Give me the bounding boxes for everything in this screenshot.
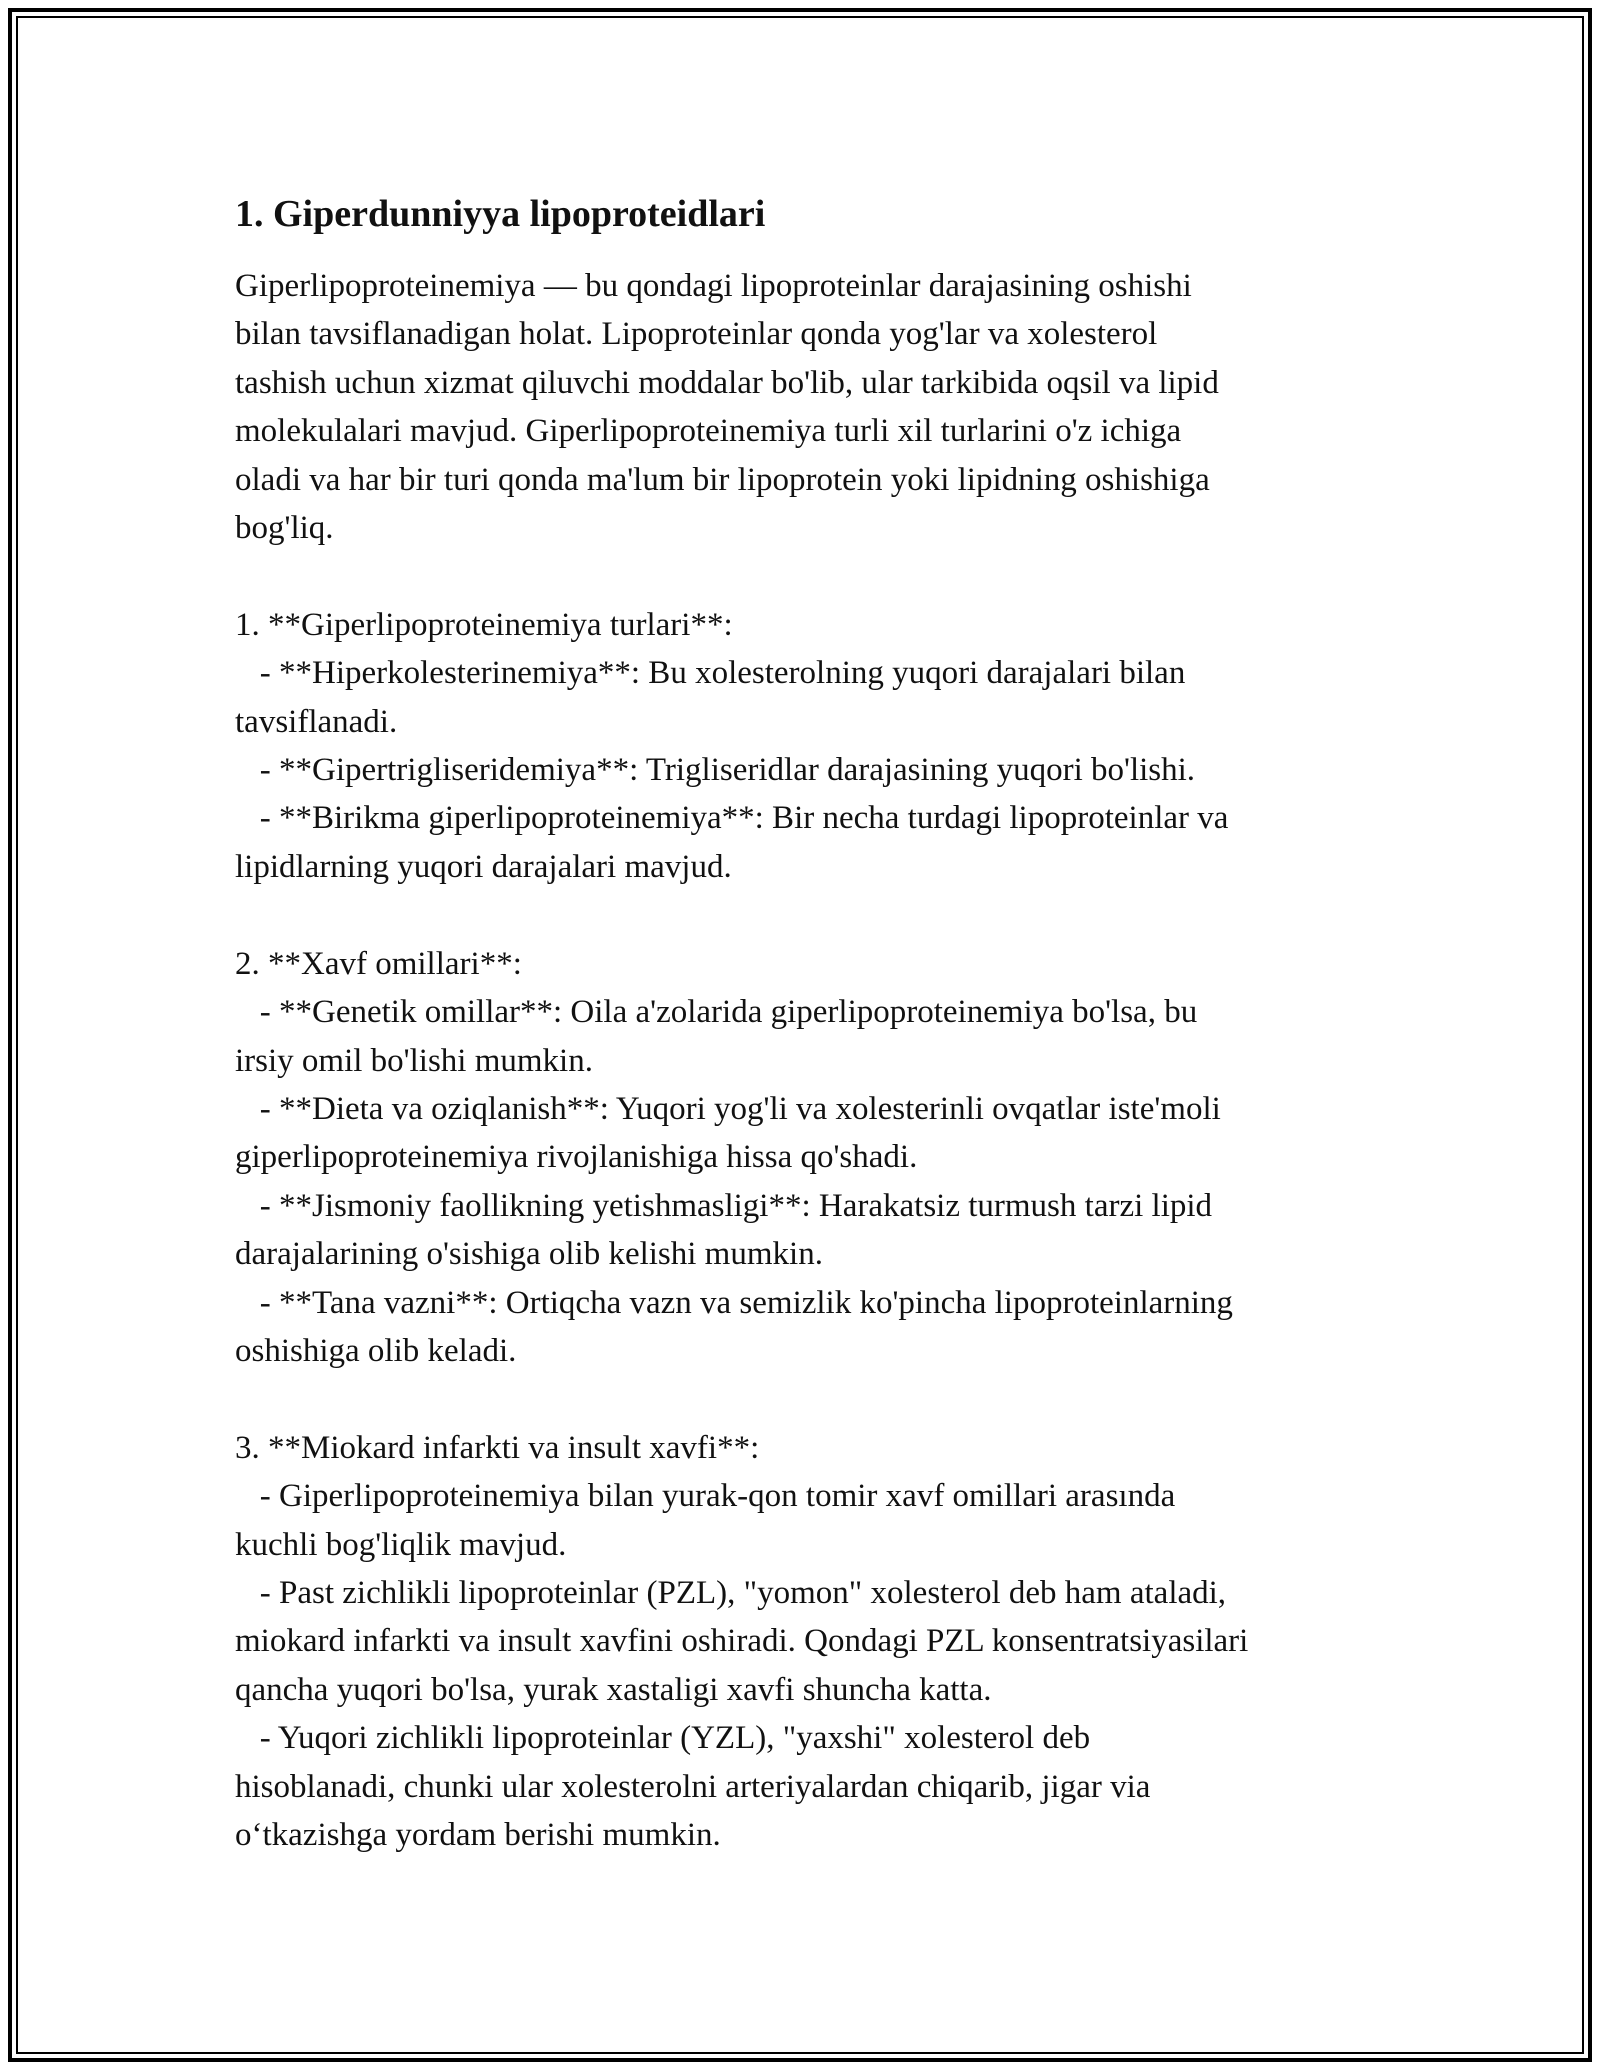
document-content [235,190,1375,1859]
document-body: Giperlipoproteinemiya — bu qondagi lipoproteinlar darajasining oshishi bilan tavsiflanadigan holat. Lipoproteinlar qonda yog'lar va xolesterol tashish uchun xizmat qiluvchi moddalar bo'lib, ular tarkibida oqsil va lipid molekulalari mavjud. Giperlipoproteinemiya turli xil turlarini o'z ichiga oladi va har bir turi qonda ma'lum bir lipoprotein yoki lipidning oshishiga bog'liq. 1. **Giperlipoproteinemiya turlari**: - **Hiperkolesterinemiya**: Bu xolesterolning yuqori darajalari bilan tavsiflanadi. - **Gipertrigliseridemiya**: Trigliseridlar darajasining yuqori bo'lishi. - **Birikma giperlipoproteinemiya**: Bir necha turdagi lipoproteinlar va lipidlarning yuqori darajalari mavjud. 2. **Xavf omillari**: - **Genetik omillar**: Oila a'zolarida giperlipoproteinemiya bo'lsa, bu irsiy omil bo'lishi mumkin. - **Dieta va oziqlanish**: Yuqori yog'li va xolesterinli ovqatlar iste'moli giperlipoproteinemiya rivojlanishiga hissa qo'shadi. - **Jismoniy faollikning yetishmasligi**: Harakatsiz turmush tarzi lipid darajalarining o'sishiga olib kelishi mumkin. - **Tana vazni**: Ortiqcha vazn va semizlik ko'pincha lipoproteinlarning oshishiga olib keladi. 3. **Miokard infarkti va insult xavfi**: - Giperlipoproteinemiya bilan yurak-qon tomir xavf omillari arasında kuchli bog'liqlik mavjud. - Past zichlikli lipoproteinlar (PZL), "yomon" xolesterol deb ham ataladi, miokard infarkti va insult xavfini oshiradi. Qondagi PZL konsentratsiyasilari qancha yuqori bo'lsa, yurak xastaligi xavfi shuncha katta. - Yuqori zichlikli lipoproteinlar (YZL), "yaxshi" xolesterol deb hisoblanadi, chunki ular xolesterolni arteriyalardan chiqarib, jigar via o‘tkazishga yordam berishi mumkin. [235,268,1249,1853]
document-title: 1. Giperdunniyya lipoproteidlari [235,193,766,235]
